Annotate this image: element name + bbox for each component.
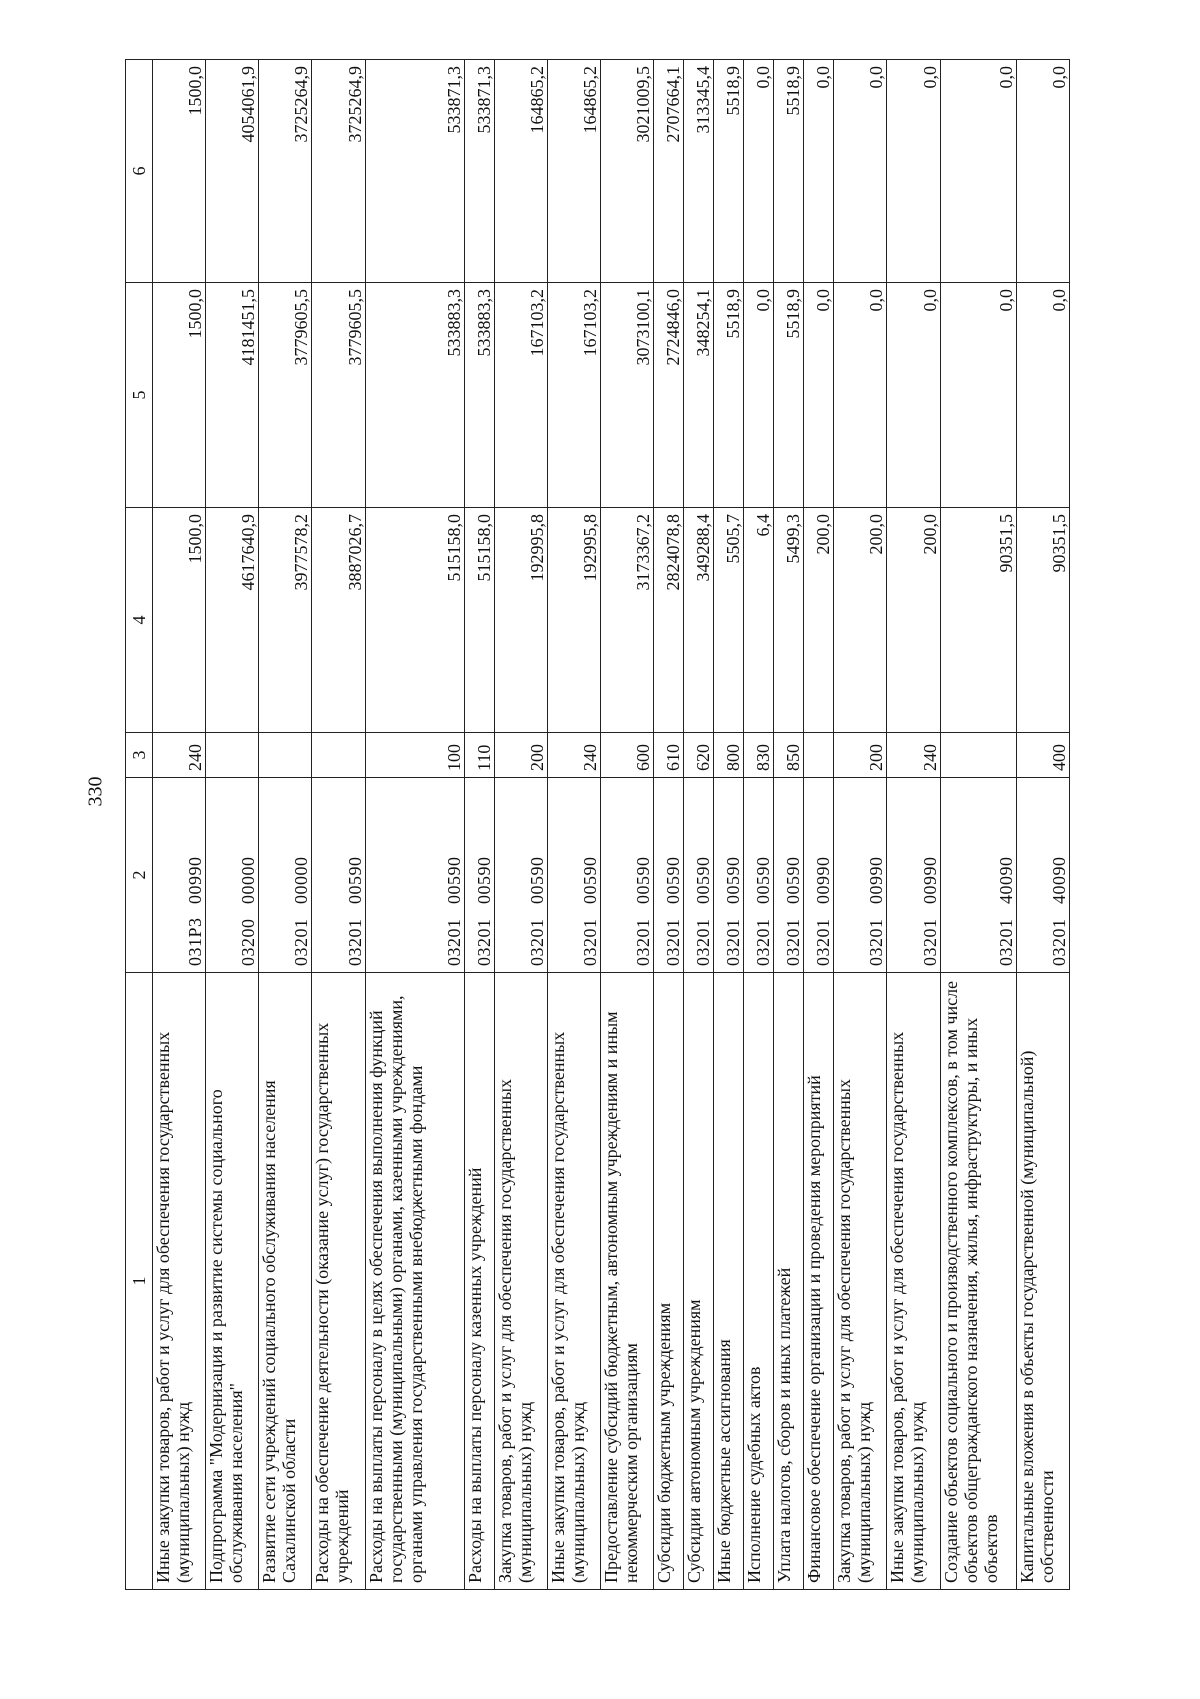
amount-cell: 0,0 <box>940 60 1016 283</box>
code-cell <box>601 778 654 973</box>
code-cell <box>1016 778 1069 973</box>
amount-cell: 164865,2 <box>494 60 547 283</box>
amount-cell: 0,0 <box>940 283 1016 508</box>
code-program: 03201 <box>919 918 940 966</box>
expense-type-cell: 610 <box>654 733 684 778</box>
amount-cell: 3977578,2 <box>259 508 312 733</box>
expense-type-cell: 240 <box>547 733 600 778</box>
amount-cell: 313345,4 <box>684 60 714 283</box>
code-program: 03201 <box>663 918 684 966</box>
code-program: 03201 <box>443 918 464 966</box>
amount-cell: 2724846,0 <box>654 283 684 508</box>
code-program: 03201 <box>291 918 312 966</box>
header-cell: 1 <box>126 973 153 1590</box>
row-name-cell: Развитие сети учреждений социального обслуживания населения Сахалинской области <box>259 973 312 1590</box>
amount-cell: 0,0 <box>834 60 887 283</box>
expense-type-cell: 100 <box>365 733 464 778</box>
table-row <box>684 60 714 1590</box>
code-direction: 00590 <box>473 856 494 904</box>
code-direction: 40090 <box>1049 856 1069 904</box>
row-name-cell: Субсидии автономным учреждениям <box>684 973 714 1590</box>
amount-cell: 90351,5 <box>940 508 1016 733</box>
code-direction: 00590 <box>663 856 684 904</box>
table-row <box>312 60 365 1590</box>
expense-type-cell <box>312 733 365 778</box>
table-row <box>834 60 887 1590</box>
amount-cell: 0,0 <box>1016 283 1069 508</box>
code-cell <box>312 778 365 973</box>
amount-cell: 0,0 <box>804 60 834 283</box>
amount-cell: 2707664,1 <box>654 60 684 283</box>
header-cell: 3 <box>126 733 153 778</box>
code-direction: 00590 <box>633 856 654 904</box>
code-cell <box>464 778 494 973</box>
expense-type-cell: 800 <box>714 733 744 778</box>
rotated-page-content <box>125 60 1070 1590</box>
code-cell <box>494 778 547 973</box>
amount-cell: 1500,0 <box>153 60 206 283</box>
amount-cell: 0,0 <box>834 283 887 508</box>
amount-cell: 0,0 <box>744 60 774 283</box>
code-cell <box>547 778 600 973</box>
amount-cell: 515158,0 <box>365 508 464 733</box>
table-row <box>1016 60 1069 1590</box>
amount-cell: 515158,0 <box>464 508 494 733</box>
code-cell <box>153 778 206 973</box>
code-program: 031P3 <box>185 917 206 966</box>
amount-cell: 0,0 <box>744 283 774 508</box>
row-name-cell: Расходы на выплаты персоналу в целях обеспечения выполнения функций государственными (муниципальными) органами, казенными учреждениями, органами управления государственными внебюджетными фондами <box>365 973 464 1590</box>
amount-cell: 4181451,5 <box>206 283 259 508</box>
code-direction: 00000 <box>291 856 312 904</box>
code-direction: 00590 <box>783 856 804 904</box>
table-row <box>887 60 940 1590</box>
amount-cell: 533871,3 <box>464 60 494 283</box>
amount-cell: 0,0 <box>887 60 940 283</box>
amount-cell: 533883,3 <box>464 283 494 508</box>
amount-cell: 0,0 <box>887 283 940 508</box>
amount-cell: 5499,3 <box>774 508 804 733</box>
amount-cell: 0,0 <box>1016 60 1069 283</box>
code-program: 03201 <box>580 918 601 966</box>
row-name-cell: Уплата налогов, сборов и иных платежей <box>774 973 804 1590</box>
expense-type-cell <box>206 733 259 778</box>
amount-cell: 3073100,1 <box>601 283 654 508</box>
code-program: 03201 <box>1049 918 1069 966</box>
amount-cell: 164865,2 <box>547 60 600 283</box>
row-name-cell: Иные закупки товаров, работ и услуг для обеспечения государственных (муниципальных) нужд <box>547 973 600 1590</box>
amount-cell: 200,0 <box>887 508 940 733</box>
amount-cell: 5518,9 <box>714 60 744 283</box>
amount-cell: 5518,9 <box>774 283 804 508</box>
code-cell <box>940 778 1016 973</box>
table-row <box>206 60 259 1590</box>
amount-cell: 3725264,9 <box>312 60 365 283</box>
amount-cell: 90351,5 <box>1016 508 1069 733</box>
amount-cell: 1500,0 <box>153 283 206 508</box>
amount-cell: 3725264,9 <box>259 60 312 283</box>
code-cell <box>259 778 312 973</box>
page-number: 330 <box>84 776 107 807</box>
code-direction: 00590 <box>693 856 714 904</box>
row-name-cell: Иные закупки товаров, работ и услуг для обеспечения государственных (муниципальных) нужд <box>887 973 940 1590</box>
expense-type-cell: 400 <box>1016 733 1069 778</box>
code-direction: 00590 <box>443 856 464 904</box>
row-name-cell: Подпрограмма "Модернизация и развитие системы социального обслуживания населения" <box>206 973 259 1590</box>
budget-table <box>125 59 1070 1590</box>
amount-cell: 5518,9 <box>714 283 744 508</box>
code-direction: 00590 <box>526 856 547 904</box>
amount-cell: 3779605,5 <box>259 283 312 508</box>
code-program: 03201 <box>693 918 714 966</box>
amount-cell: 4617640,9 <box>206 508 259 733</box>
code-program: 03201 <box>995 918 1016 966</box>
amount-cell: 533883,3 <box>365 283 464 508</box>
code-cell <box>887 778 940 973</box>
expense-type-cell <box>804 733 834 778</box>
code-direction: 00990 <box>866 856 887 904</box>
expense-type-cell <box>259 733 312 778</box>
header-cell: 5 <box>126 283 153 508</box>
amount-cell: 192995,8 <box>494 508 547 733</box>
code-cell <box>834 778 887 973</box>
code-program: 03201 <box>633 918 654 966</box>
amount-cell: 167103,2 <box>494 283 547 508</box>
table-row <box>494 60 547 1590</box>
table-row <box>547 60 600 1590</box>
expense-type-cell: 620 <box>684 733 714 778</box>
code-direction: 00590 <box>753 856 774 904</box>
code-program: 03201 <box>866 918 887 966</box>
expense-type-cell: 200 <box>834 733 887 778</box>
row-name-cell: Расходы на выплаты персоналу казенных учреждений <box>464 973 494 1590</box>
table-row <box>774 60 804 1590</box>
amount-cell: 533871,3 <box>365 60 464 283</box>
table-row <box>259 60 312 1590</box>
header-row <box>126 60 153 1590</box>
code-cell <box>744 778 774 973</box>
expense-type-cell: 830 <box>744 733 774 778</box>
code-cell <box>206 778 259 973</box>
row-name-cell: Расходы на обеспечение деятельности (оказание услуг) государственных учреждений <box>312 973 365 1590</box>
row-name-cell: Закупка товаров, работ и услуг для обеспечения государственных (муниципальных) нужд <box>494 973 547 1590</box>
amount-cell: 348254,1 <box>684 283 714 508</box>
code-program: 03201 <box>526 918 547 966</box>
row-name-cell: Исполнение судебных актов <box>744 973 774 1590</box>
table-row <box>365 60 464 1590</box>
code-direction: 00990 <box>919 856 940 904</box>
expense-type-cell: 200 <box>494 733 547 778</box>
code-direction: 00590 <box>723 856 744 904</box>
amount-cell: 3887026,7 <box>312 508 365 733</box>
code-cell <box>365 778 464 973</box>
amount-cell: 5518,9 <box>774 60 804 283</box>
expense-type-cell <box>940 733 1016 778</box>
table-row <box>744 60 774 1590</box>
amount-cell: 5505,7 <box>714 508 744 733</box>
amount-cell: 6,4 <box>744 508 774 733</box>
code-program: 03201 <box>473 918 494 966</box>
code-program: 03201 <box>344 918 365 966</box>
code-direction: 00990 <box>813 856 834 904</box>
header-cell: 2 <box>126 778 153 973</box>
expense-type-cell: 240 <box>153 733 206 778</box>
header-cell: 6 <box>126 60 153 283</box>
row-name-cell: Финансовое обеспечение организации и проведения мероприятий <box>804 973 834 1590</box>
row-name-cell: Капитальные вложения в объекты государственной (муниципальной) собственности <box>1016 973 1069 1590</box>
amount-cell: 3021009,5 <box>601 60 654 283</box>
code-cell <box>804 778 834 973</box>
amount-cell: 349288,4 <box>684 508 714 733</box>
code-program: 03201 <box>813 918 834 966</box>
amount-cell: 200,0 <box>834 508 887 733</box>
amount-cell: 0,0 <box>804 283 834 508</box>
amount-cell: 2824078,8 <box>654 508 684 733</box>
code-direction: 00000 <box>238 856 259 904</box>
amount-cell: 167103,2 <box>547 283 600 508</box>
row-name-cell: Субсидии бюджетным учреждениям <box>654 973 684 1590</box>
code-program: 03201 <box>723 918 744 966</box>
row-name-cell: Закупка товаров, работ и услуг для обеспечения государственных (муниципальных) нужд <box>834 973 887 1590</box>
amount-cell: 1500,0 <box>153 508 206 733</box>
row-name-cell: Создание объектов социального и производственного комплексов, в том числе объектов общегражданского назначения, жилья, инфраструктуры, и иных объектов <box>940 973 1016 1590</box>
code-direction: 00590 <box>344 856 365 904</box>
expense-type-cell: 600 <box>601 733 654 778</box>
code-direction: 00990 <box>185 856 206 904</box>
table-row <box>153 60 206 1590</box>
amount-cell: 200,0 <box>804 508 834 733</box>
code-cell <box>684 778 714 973</box>
table-row <box>940 60 1016 1590</box>
code-cell <box>774 778 804 973</box>
code-cell <box>654 778 684 973</box>
row-name-cell: Иные бюджетные ассигнования <box>714 973 744 1590</box>
expense-type-cell: 240 <box>887 733 940 778</box>
amount-cell: 3173367,2 <box>601 508 654 733</box>
code-program: 03201 <box>783 918 804 966</box>
code-direction: 00590 <box>580 856 601 904</box>
amount-cell: 4054061,9 <box>206 60 259 283</box>
table-row <box>601 60 654 1590</box>
table-row <box>464 60 494 1590</box>
code-program: 03201 <box>753 918 774 966</box>
amount-cell: 192995,8 <box>547 508 600 733</box>
table-row <box>804 60 834 1590</box>
amount-cell: 3779605,5 <box>312 283 365 508</box>
expense-type-cell: 110 <box>464 733 494 778</box>
header-cell: 4 <box>126 508 153 733</box>
code-direction: 40090 <box>995 856 1016 904</box>
row-name-cell: Предоставление субсидий бюджетным, автономным учреждениям и иным некоммерческим организациям <box>601 973 654 1590</box>
table-row <box>714 60 744 1590</box>
code-program: 03200 <box>238 918 259 966</box>
expense-type-cell: 850 <box>774 733 804 778</box>
table-row <box>654 60 684 1590</box>
code-cell <box>714 778 744 973</box>
row-name-cell: Иные закупки товаров, работ и услуг для обеспечения государственных (муниципальных) нужд <box>153 973 206 1590</box>
